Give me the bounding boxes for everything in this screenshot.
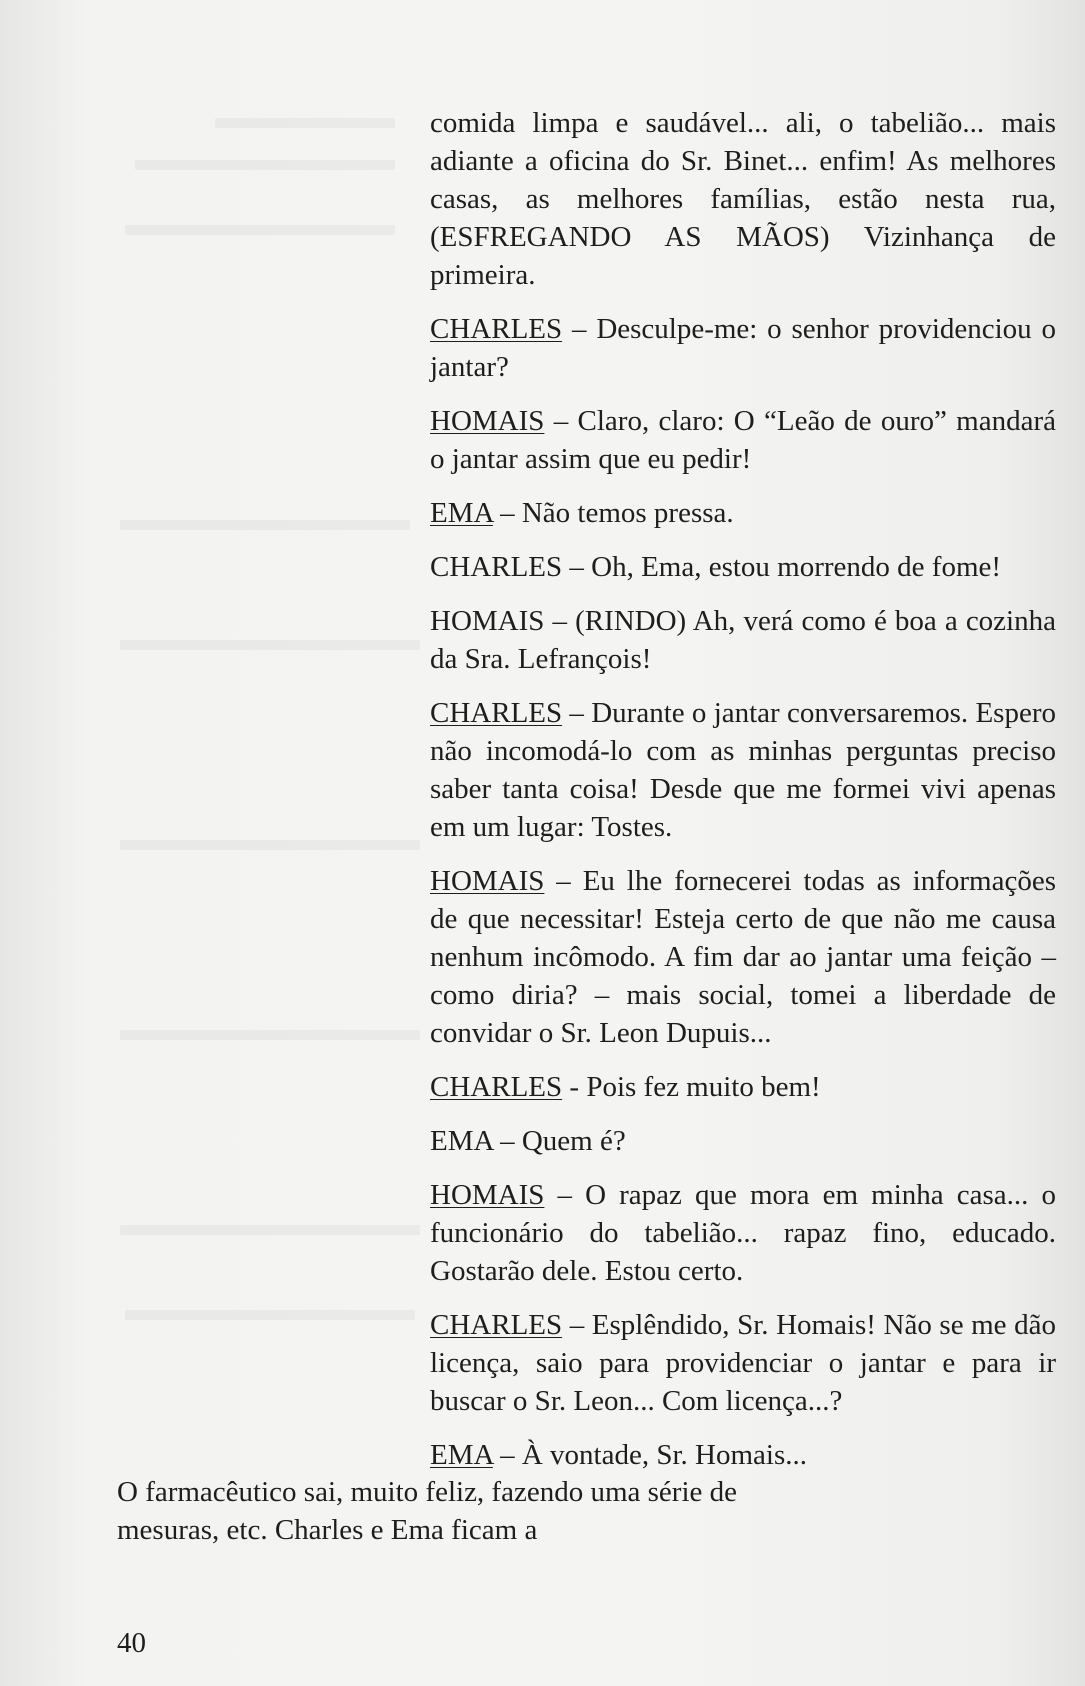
dialogue-text: Claro, claro: O “Leão de ouro” mandará o jantar assim que eu pedir!	[430, 405, 1057, 475]
dialogue-paragraph	[430, 310, 1056, 386]
dialogue-paragraph	[430, 494, 1056, 532]
dialogue-text: EMA – Quem é?	[430, 1125, 626, 1157]
speaker-separator: –	[544, 1179, 586, 1211]
dialogue-paragraph	[430, 862, 1056, 1052]
speaker-name: CHARLES	[430, 697, 563, 729]
speaker-separator: –	[544, 405, 578, 437]
dialogue-text: Desculpe-me: o senhor providenciou o jantar?	[430, 313, 1057, 383]
dialogue-paragraph	[430, 548, 1056, 586]
dialogue-text: Pois fez muito bem!	[586, 1071, 821, 1103]
speaker-name: CHARLES	[430, 1071, 563, 1103]
dialogue-block	[430, 104, 1056, 1490]
dialogue-paragraph	[430, 104, 1056, 294]
dialogue-paragraph	[430, 1122, 1056, 1160]
stage-direction: O farmacêutico sai, muito feliz, fazendo uma série de mesuras, etc. Charles e Ema ficam a	[117, 1476, 738, 1546]
dialogue-paragraph	[430, 1436, 1056, 1474]
speaker-separator: –	[492, 1439, 522, 1471]
dialogue-text: CHARLES – Oh, Ema, estou morrendo de fome!	[430, 551, 1002, 583]
dialogue-text: Não temos pressa.	[521, 497, 734, 529]
speaker-name: HOMAIS	[430, 405, 545, 437]
dialogue-text: HOMAIS – (RINDO) Ah, verá como é boa a cozinha da Sra. Lefrançois!	[430, 605, 1056, 675]
speaker-name: HOMAIS	[430, 865, 545, 897]
speaker-separator: –	[562, 1309, 592, 1341]
speaker-name: CHARLES	[430, 313, 563, 345]
speaker-name: EMA	[430, 1439, 493, 1471]
dialogue-paragraph	[430, 1068, 1056, 1106]
dialogue-text: À vontade, Sr. Homais...	[521, 1439, 807, 1471]
dialogue-paragraph	[430, 694, 1056, 846]
dialogue-paragraph	[430, 602, 1056, 678]
dialogue-text: O rapaz que mora em minha casa... o funcionário do tabelião... rapaz fino, educado. Gostarão dele. Estou certo.	[430, 1179, 1056, 1287]
dialogue-paragraph	[430, 1306, 1056, 1420]
speaker-separator: –	[492, 497, 522, 529]
speaker-name: HOMAIS	[430, 1179, 545, 1211]
dialogue-text: Esplêndido, Sr. Homais! Não se me dão licença, saio para providenciar o jantar e para ir buscar o Sr. Leon... Com licença...?	[430, 1309, 1056, 1417]
speaker-separator: –	[544, 865, 583, 897]
dialogue-text: Durante o jantar conversaremos. Espero não incomodá-lo com as minhas perguntas preciso saber tanta coisa! Desde que me formei vivi apenas em um lugar: Tostes.	[430, 697, 1056, 843]
page-number: 40	[117, 1627, 146, 1659]
dialogue-paragraph	[430, 1176, 1056, 1290]
dialogue-text: comida limpa e saudável... ali, o tabelião... mais adiante a oficina do Sr. Binet... enfim! As melhores casas, as melhores famílias, estão nesta rua, (ESFREGANDO AS MÃOS) Vizinhança de primeira.	[430, 107, 1056, 291]
speaker-name: CHARLES	[430, 1309, 563, 1341]
dialogue-paragraph	[430, 402, 1056, 478]
speaker-separator: –	[562, 697, 592, 729]
speaker-separator: -	[562, 1071, 587, 1103]
dialogue-text: Eu lhe fornecerei todas as informações de que necessitar! Esteja certo de que não me causa nenhum incômodo. A fim dar ao jantar uma feição – como diria? – mais social, tomei a liberdade de convidar o Sr. Leon Dupuis...	[430, 865, 1056, 1049]
speaker-separator: –	[562, 313, 597, 345]
speaker-name: EMA	[430, 497, 493, 529]
